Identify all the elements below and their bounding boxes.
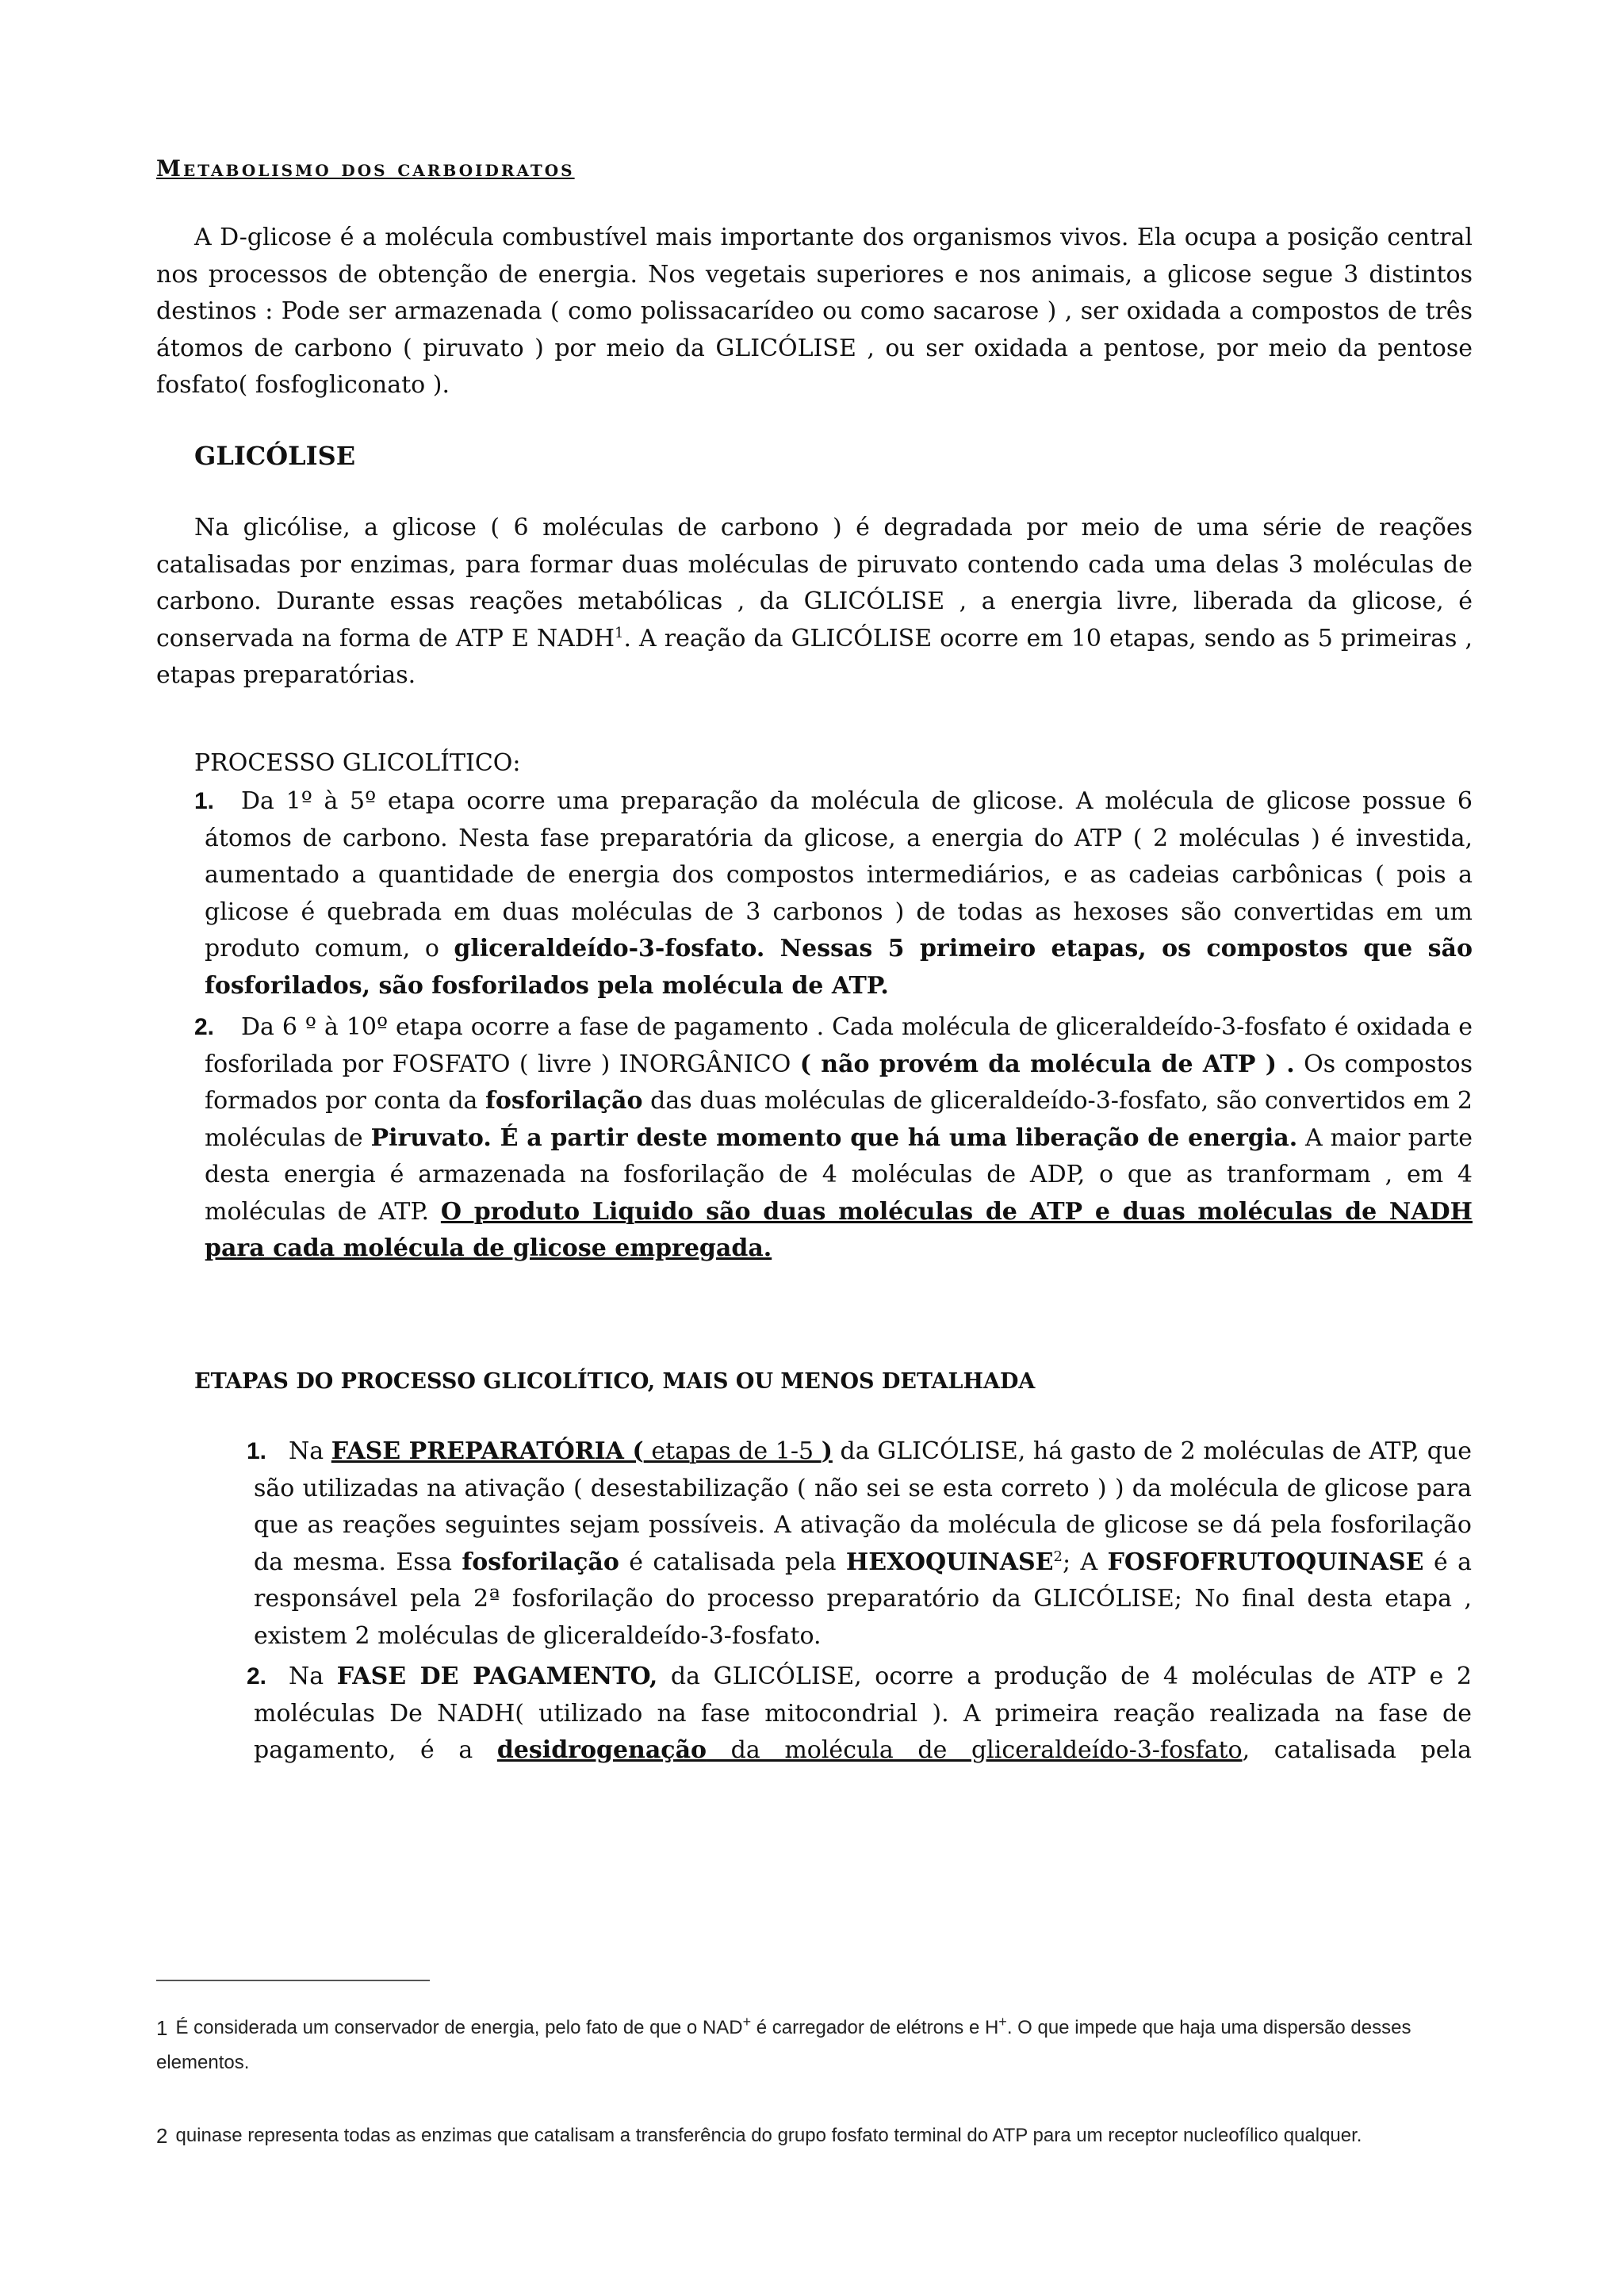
bold-underline-span: O produto Liquido são duas moléculas de ATP e duas moléculas de NADH para cada molécula de glicose empregada. bbox=[205, 1197, 1473, 1262]
glicolise-paragraph bbox=[156, 510, 1473, 695]
list-number: 1. bbox=[247, 1438, 267, 1464]
text-span: , catalisada pela bbox=[1242, 1736, 1472, 1764]
processo-item-2-text bbox=[205, 1009, 1473, 1268]
underline-span: etapas de 1-5 bbox=[643, 1437, 822, 1465]
processo-label: PROCESSO GLICOLÍTICO: bbox=[194, 749, 521, 777]
bold-span: gliceraldeído-3-fosfato. Nessas 5 primeiro etapas, os compostos que são fosforilados, são fosforilados pela molécula de ATP. bbox=[205, 935, 1473, 1000]
glicolise-text-end: . A reação da GLICÓLISE ocorre em 10 etapas, sendo as 5 primeiras , etapas preparatórias. bbox=[156, 624, 1473, 689]
etapas-heading: ETAPAS DO PROCESSO GLICOLÍTICO, MAIS OU MENOS DETALHADA bbox=[194, 1369, 1036, 1394]
list-number: 2. bbox=[194, 1014, 215, 1040]
intro-text: A D-glicose é a molécula combustível mais importante dos organismos vivos. Ela ocupa a posição central nos processos de obtenção de energia. Nos vegetais superiores e nos animais, a glicose segue 3 distintos destinos : Pode ser armazenada ( como polissacarídeo ou como sacarose ) , ser oxidada a compostos de três átomos de carbono ( piruvato ) por meio da GLICÓLISE , ou ser oxidada a pentose, por meio da pentose fosfato( fosfogliconato ). bbox=[156, 224, 1473, 399]
text-span: É considerada um conservador de energia, pelo fato de que o NAD bbox=[175, 2017, 743, 2038]
superscript: + bbox=[742, 2014, 752, 2030]
footnote-1 bbox=[156, 2011, 1473, 2080]
bold-span: FOSFOFRUTOQUINASE bbox=[1107, 1548, 1424, 1576]
bold-underline-span: ) bbox=[821, 1437, 833, 1465]
text-span: é catalisada pela bbox=[619, 1548, 846, 1576]
text-span: ; A bbox=[1063, 1548, 1108, 1576]
document-title: Metabolismo dos carboidratos bbox=[156, 155, 575, 182]
bold-span: HEXOQUINASE bbox=[845, 1548, 1054, 1576]
text-span: é a responsável pela 2ª fosforilação do processo preparatório da GLICÓLISE; No final desta etapa , existem 2 moléculas de gliceraldeído-3-fosfato. bbox=[254, 1548, 1472, 1650]
text-span: é carregador de elétrons e H bbox=[751, 2017, 999, 2038]
glicolise-heading: GLICÓLISE bbox=[194, 441, 356, 471]
etapas-item-1-text bbox=[254, 1433, 1472, 1655]
text-span: das duas moléculas de gliceraldeído-3-fosfato, são convertidos em 2 moléculas de bbox=[205, 1087, 1473, 1152]
text-span: Da 1º à 5º etapa ocorre uma preparação da molécula de glicose. A molécula de glicose possue 6 átomos de carbono. Nesta fase preparatória da glicose, a energia do ATP ( 2 moléculas ) é investida, aumentado a quantidade de energia dos compostos intermediários, e as cadeias carbônicas ( pois a glicose é quebrada em duas moléculas de 3 carbonos ) de todas as hexoses são convertidas em um produto comum, o bbox=[205, 787, 1473, 962]
text-span: Na bbox=[289, 1437, 331, 1465]
underline-span: da molécula de gliceraldeído-3-fosfato bbox=[707, 1736, 1243, 1764]
text-span: Da 6 º à 10º etapa ocorre a fase de pagamento . Cada molécula de gliceraldeído-3-fosfato é oxidada e fosforilada por FOSFATO ( livre ) INORGÂNICO bbox=[205, 1013, 1473, 1078]
footnote-mark: 1 bbox=[156, 2016, 168, 2040]
text-span: quinase representa todas as enzimas que catalisam a transferência do grupo fosfato terminal do ATP para um receptor nucleofílico qualquer. bbox=[175, 2125, 1362, 2146]
text-span: Os compostos formados por conta da bbox=[205, 1050, 1473, 1115]
list-number: 1. bbox=[194, 788, 215, 814]
footnote-2 bbox=[156, 2118, 1504, 2153]
bold-underline-span: desidrogenação bbox=[496, 1736, 707, 1764]
list-number: 2. bbox=[247, 1663, 267, 1689]
superscript: + bbox=[998, 2014, 1007, 2030]
text-span: da GLICÓLISE, ocorre a produção de 4 moléculas de ATP e 2 moléculas De NADH( utilizado na fase mitocondrial ). A primeira reação realizada na fase de pagamento, é a bbox=[254, 1663, 1472, 1764]
bold-span: Piruvato. É a partir deste momento que há uma liberação de energia. bbox=[370, 1123, 1298, 1152]
text-span: A maior parte desta energia é armazenada na fosforilação de 4 moléculas de ADP, o que as tranformam , em 4 moléculas de ATP. bbox=[205, 1123, 1473, 1226]
intro-paragraph bbox=[156, 220, 1473, 404]
text-span: da GLICÓLISE, há gasto de 2 moléculas de ATP, que são utilizadas na ativação ( desestabilização ( não sei se esta correto ) ) da molécula de glicose para que as reações seguintes sejam possíveis. A ativação da molécula de glicose se dá pela fosforilação da mesma. Essa bbox=[254, 1437, 1473, 1576]
footnote-mark: 2 bbox=[156, 2124, 168, 2148]
bold-span: ( não provém da molécula de ATP ) . bbox=[799, 1050, 1295, 1078]
text-span: Na bbox=[289, 1663, 337, 1690]
bold-span: fosforilação bbox=[462, 1548, 619, 1576]
etapas-item-2-text bbox=[254, 1659, 1472, 1770]
bold-underline-span: FASE PREPARATÓRIA ( bbox=[331, 1437, 644, 1465]
footnote-divider bbox=[156, 1980, 430, 1981]
footnote-ref-1[interactable]: 1 bbox=[615, 624, 624, 641]
bold-span: FASE DE PAGAMENTO, bbox=[336, 1663, 658, 1690]
text-span: . O que impede que haja uma dispersão desses elementos. bbox=[156, 2017, 1411, 2073]
glicolise-text: Na glicólise, a glicose ( 6 moléculas de carbono ) é degradada por meio de uma série de reações catalisadas por enzimas, para formar duas moléculas de piruvato contendo cada uma delas 3 moléculas de carbono. Durante essas reações metabólicas , da GLICÓLISE , a energia livre, liberada da glicose, é conservada na forma de ATP E NADH bbox=[156, 514, 1473, 652]
footnote-ref-2[interactable]: 2 bbox=[1053, 1548, 1063, 1565]
bold-span: fosforilação bbox=[485, 1087, 643, 1115]
processo-item-1-text bbox=[205, 783, 1473, 1004]
